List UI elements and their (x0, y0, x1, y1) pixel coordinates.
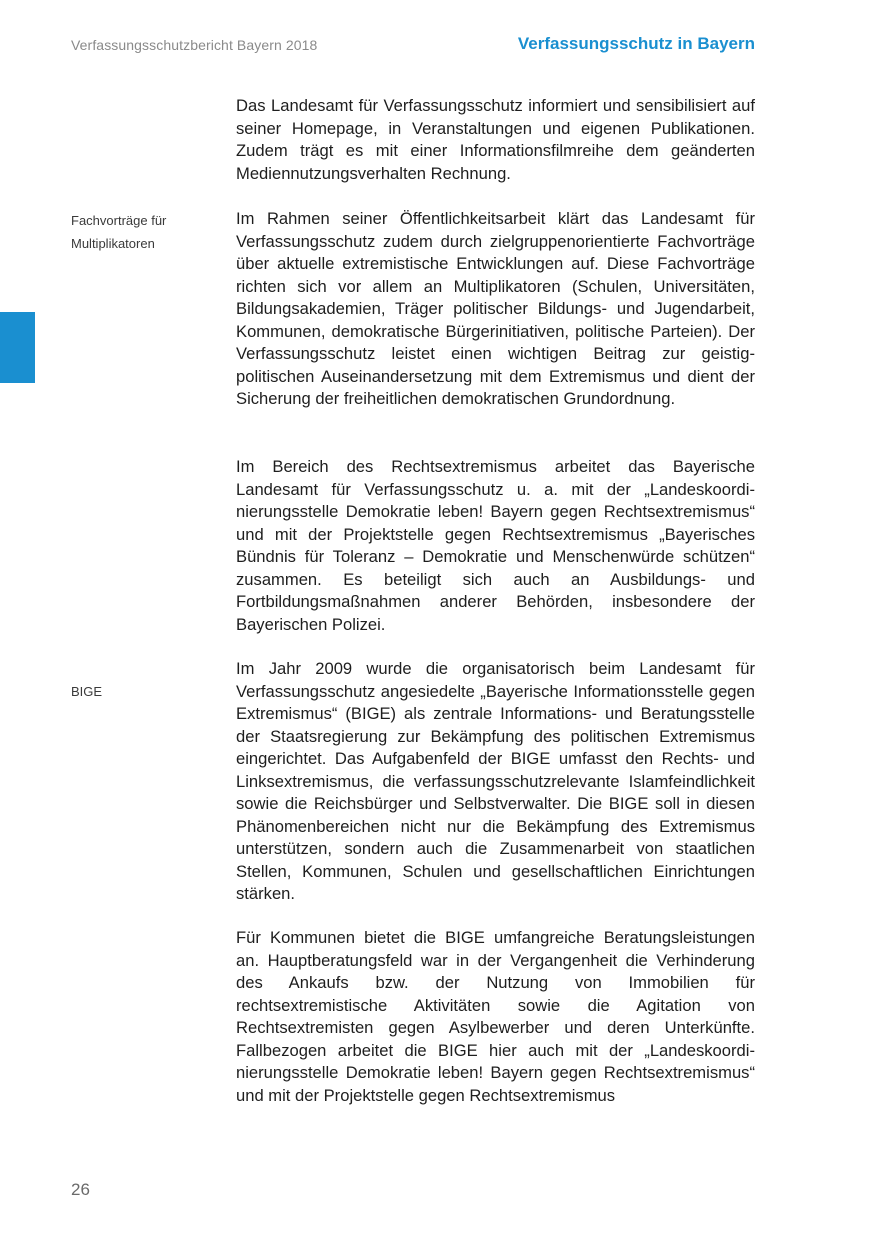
page-number: 26 (71, 1180, 90, 1199)
body-paragraph: Im Bereich des Rechtsextremismus arbeitet das Bayerische Landesamt für Verfassungsschutz u. a. mit der „Landeskoordinierungsstelle Demokratie leben! Bayern gegen Rechtsextremismus“ und mit der Projektstelle gegen Rechtsextremismus „Bayerisches Bündnis für Toleranz – Demokratie und Menschenwürde schützen“ zusammen. Es beteiligt sich auch an Ausbildungs- und Fortbildungsmaßnahmen anderer Behörden, insbesondere der Bayerischen Polizei. (236, 457, 755, 634)
chapter-marker-tab (0, 312, 35, 383)
body-paragraph: Das Landesamt für Verfassungsschutz informiert und sensibilisiert auf seiner Homepage, in Veranstaltungen und eigenen Publikationen. Zudem trägt es mit einer Informationsfilmreihe dem geänderten Mediennutzungsverhalten Rechnung. (236, 96, 755, 183)
running-header-title: Verfassungsschutzbericht Bayern 2018 (71, 37, 318, 53)
body-paragraph: Im Jahr 2009 wurde die organisatorisch beim Landesamt für Verfassungsschutz angesiedelte „Bayerische Informationsstelle gegen Extremismus“ (BIGE) als zentrale Informations- und Beratungsstelle der Staatsregierung zur Bekämpfung des politischen Extremismus eingerichtet. Das Aufgabenfeld der BIGE umfasst den Rechts- und Linksextremismus, die verfassungsschutzrelevante Islamfeindlichkeit sowie die Reichsbürger und Selbstverwalter. Die BIGE soll in diesen Phänomenbereichen nicht nur die Bekämpfung des Extremismus unterstützen, sondern auch die Zusammenarbeit von staatlichen Stellen, Kommunen, Schulen und gesellschaftlichen Einrichtungen stärken. (236, 659, 755, 903)
section-title: Verfassungsschutz in Bayern (517, 34, 755, 53)
margin-note-bige: BIGE (71, 684, 103, 699)
body-paragraph: Im Rahmen seiner Öffentlichkeitsarbeit klärt das Landesamt für Verfassungsschutz zudem durch zielgruppenorientierte Fachvorträge über aktuelle extremistische Entwicklungen auf. Diese Fachvorträge richten sich vor allem an Multiplikatoren (Schulen, Universitäten, Bildungsakademien, Träger politischer Bildungs- und Jugendarbeit, Kommunen, demokratische Bürgerinitiativen, politische Parteien). Der Verfassungsschutz leistet einen wichtigen Beitrag zur geistig-politischen Auseinandersetzung mit dem Extremismus und dient der Sicherung der freiheitlichen demokratischen Grundordnung. (236, 209, 755, 408)
margin-note-fachvortraege: Fachvorträge für Multiplikatoren (71, 213, 167, 251)
body-paragraph: Für Kommunen bietet die BIGE umfangreiche Beratungsleistungen an. Hauptberatungsfeld war in der Vergangenheit die Verhinderung des Ankaufs bzw. der Nutzung von Immobilien für rechtsextremistische Aktivitäten sowie die Agitation von Rechtsextremisten gegen Asylbewerber und deren Unterkünfte. Fallbezogen arbeitet die BIGE hier auch mit der „Landeskoordinierungsstelle Demokratie leben! Bayern gegen Rechtsextremismus“ und mit der Projektstelle gegen Rechtsextremismus (236, 928, 755, 1105)
